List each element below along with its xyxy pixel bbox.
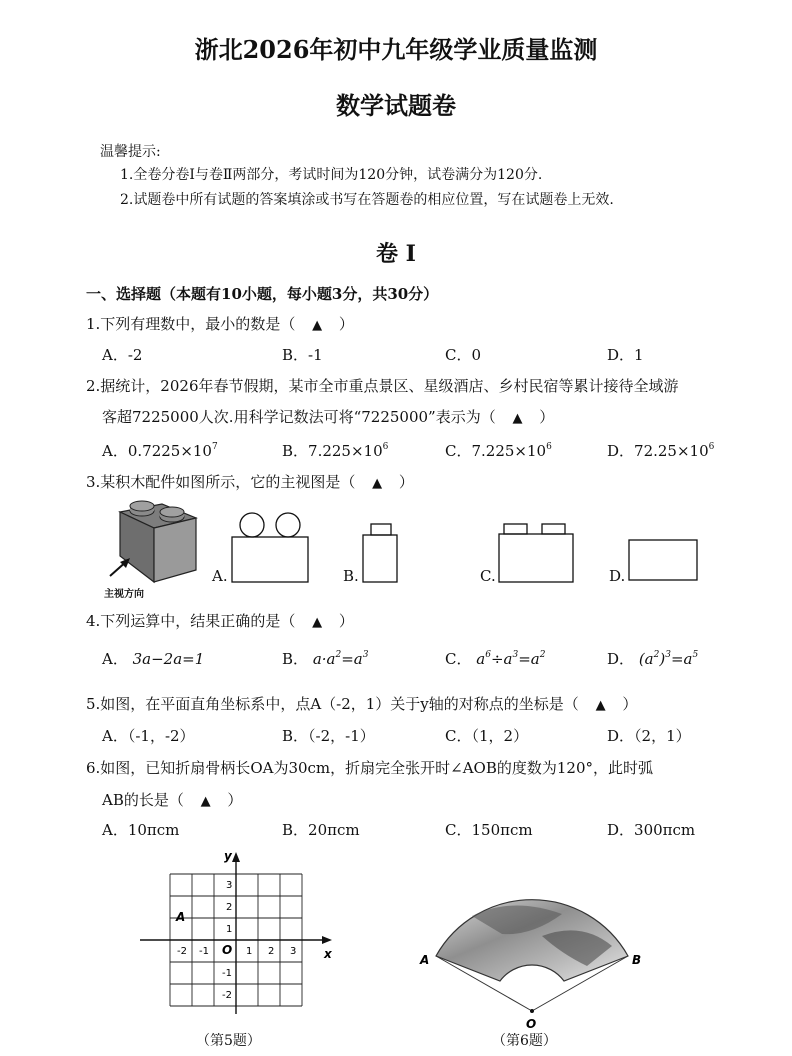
y-axis-label: y (224, 849, 232, 863)
section-title: 卷 Ⅰ (376, 241, 416, 267)
q6-option-a: A．10πcm (102, 821, 180, 839)
question-2-stem: 客超7225000人次.用科学记数法可将“7225000”表示为（ (102, 408, 496, 426)
q3-option-a-label: A. (212, 567, 228, 585)
question-2-line-2 (102, 406, 554, 427)
x-tick-neg2: -2 (177, 946, 187, 957)
q2-option-c-exponent: 6 (546, 442, 552, 452)
question-4-stem: 4.下列运算中，结果正确的是（ (86, 612, 296, 630)
answer-blank-triangle: ▲ (595, 698, 606, 713)
question-6-line-1: 6.如图，已知折扇骨柄长OA为30cm，折扇完全张开时∠AOB的度数为120°，此时弧 (86, 759, 654, 777)
tip-line-1: 1.全卷分卷Ⅰ与卷Ⅱ两部分，考试时间为120分钟，试卷满分为120分. (120, 167, 543, 183)
part-one-heading: 一、选择题（本题有10小题，每小题3分，共30分） (86, 285, 439, 303)
fan-label-o: O (526, 1017, 537, 1031)
answer-blank-triangle: ▲ (200, 794, 211, 809)
q4-option-a-letter: A． (102, 650, 128, 668)
q3-option-b-label: B. (343, 567, 359, 585)
question-6-close: ） (227, 791, 243, 809)
q4-option-a (102, 648, 204, 669)
q5-option-d: D．（2，1） (607, 727, 691, 745)
question-4-close: ） (338, 612, 354, 630)
question-1-close: ） (338, 315, 354, 333)
q4-option-b (282, 648, 368, 669)
point-a-label: A (176, 910, 186, 924)
y-tick-neg1: -1 (222, 968, 232, 979)
question-5 (86, 693, 637, 714)
q1-option-c: C．0 (445, 346, 482, 364)
q2-option-d (607, 440, 714, 461)
x-tick-neg1: -1 (199, 946, 209, 957)
page-subtitle: 数学试题卷 (336, 91, 456, 120)
x-tick-2: 2 (268, 946, 275, 957)
y-axis-arrow-icon (232, 852, 240, 862)
q6-option-b: B．20πcm (282, 821, 360, 839)
tips-heading: 温馨提示: (100, 144, 161, 160)
q3-option-c-label: C. (480, 567, 496, 585)
q1-option-b: B．-1 (282, 346, 323, 364)
stud-right-rectangle-icon (542, 524, 565, 534)
y-tick-3: 3 (226, 880, 233, 891)
question-4 (86, 610, 354, 631)
q4-option-a-expression: 3a−2a=1 (132, 650, 205, 668)
rectangle-base-icon (232, 537, 308, 582)
view-direction-label: 主视方向 (104, 589, 144, 600)
q2-option-a-label: A．0.7225×10 (102, 442, 212, 460)
q5-option-c: C．（1，2） (445, 727, 529, 745)
figure-5-coordinate-grid (140, 844, 350, 1029)
question-5-close: ） (622, 695, 638, 713)
q3-option-d-drawing (626, 537, 700, 583)
question-2-line-1: 2.据统计，2026年春节假期，某市全市重点景区、星级酒店、乡村民宿等累计接待全域游 (86, 377, 679, 395)
question-6-line-2 (102, 789, 242, 810)
q3-option-a-drawing (228, 508, 312, 584)
question-3 (86, 471, 414, 492)
q2-option-b-label: B．7.225×10 (282, 442, 383, 460)
figure-6-folding-fan (412, 876, 652, 1032)
q4-option-b-letter: B． (282, 650, 309, 668)
x-axis-arrow-icon (322, 936, 332, 944)
q2-option-c (445, 440, 552, 461)
q3-option-b-drawing (360, 520, 400, 584)
origin-label: O (222, 943, 233, 957)
circle-right-icon (276, 513, 300, 537)
q4-option-d-letter: D． (607, 650, 635, 668)
x-tick-3: 3 (290, 946, 297, 957)
answer-blank-triangle: ▲ (512, 411, 523, 426)
question-5-stem: 5.如图，在平面直角坐标系中，点A（-2，1）关于y轴的对称点的坐标是（ (86, 695, 579, 713)
question-2-close: ） (539, 408, 555, 426)
q2-option-d-exponent: 6 (708, 442, 715, 452)
page-title: 浙北2026年初中九年级学业质量监测 (194, 35, 598, 64)
q2-option-b (282, 440, 388, 461)
y-tick-1: 1 (226, 924, 233, 935)
rectangle-base-icon (499, 534, 573, 582)
q2-option-b-exponent: 6 (382, 442, 389, 452)
q5-option-a: A．（-1，-2） (102, 727, 195, 745)
figure-5-caption: （第5题） (196, 1033, 261, 1049)
x-tick-1: 1 (246, 946, 253, 957)
fan-pivot-point (530, 1009, 534, 1013)
q3-option-c-drawing (496, 520, 576, 584)
rectangle-base-icon (629, 540, 697, 580)
fan-label-a: A (420, 953, 430, 967)
x-axis-label: x (324, 947, 332, 961)
q4-option-d (607, 648, 698, 669)
q3-option-d-label: D. (609, 567, 626, 585)
rectangle-base-icon (363, 535, 397, 582)
block-side-face (154, 518, 196, 582)
tip-line-2: 2.试题卷中所有试题的答案填涂或书写在答题卷的相应位置，写在试题卷上无效. (120, 192, 614, 208)
question-3-stem: 3.某积木配件如图所示，它的主视图是（ (86, 473, 356, 491)
q2-option-c-label: C．7.225×10 (445, 442, 547, 460)
question-3-close: ） (398, 473, 414, 491)
q6-option-d: D．300πcm (607, 821, 696, 839)
stud-rectangle-icon (371, 524, 391, 535)
fan-label-b: B (632, 953, 642, 967)
q4-option-d-expression: $(a^2)^3=a^5$ (638, 650, 699, 668)
block-stud-left-top (130, 501, 154, 511)
y-tick-neg2: -2 (222, 990, 232, 1001)
circle-left-icon (240, 513, 264, 537)
q4-option-c (445, 648, 545, 669)
q2-option-a-exponent: 7 (211, 442, 218, 452)
figure-6-caption: （第6题） (492, 1033, 557, 1049)
q4-option-c-expression: $a^6\div a^3=a^2$ (476, 650, 546, 668)
answer-blank-triangle: ▲ (372, 476, 383, 491)
q2-option-d-label: D．72.25×10 (607, 442, 709, 460)
q5-option-b: B．（-2，-1） (282, 727, 375, 745)
y-tick-2: 2 (226, 902, 233, 913)
answer-blank-triangle: ▲ (312, 318, 323, 333)
q1-option-a: A．-2 (102, 346, 143, 364)
question-6-stem: AB的长是（ (102, 791, 184, 809)
question-1-stem: 1.下列有理数中，最小的数是（ (86, 315, 296, 333)
q4-option-b-expression: $a\cdot a^2=a^3$ (312, 650, 369, 668)
q6-option-c: C．150πcm (445, 821, 533, 839)
stud-left-rectangle-icon (504, 524, 527, 534)
q1-option-d: D．1 (607, 346, 644, 364)
block-stud-right-top (160, 507, 184, 517)
question-1 (86, 313, 354, 334)
answer-blank-triangle: ▲ (312, 615, 323, 630)
q2-option-a (102, 440, 218, 461)
q4-option-c-letter: C． (445, 650, 472, 668)
